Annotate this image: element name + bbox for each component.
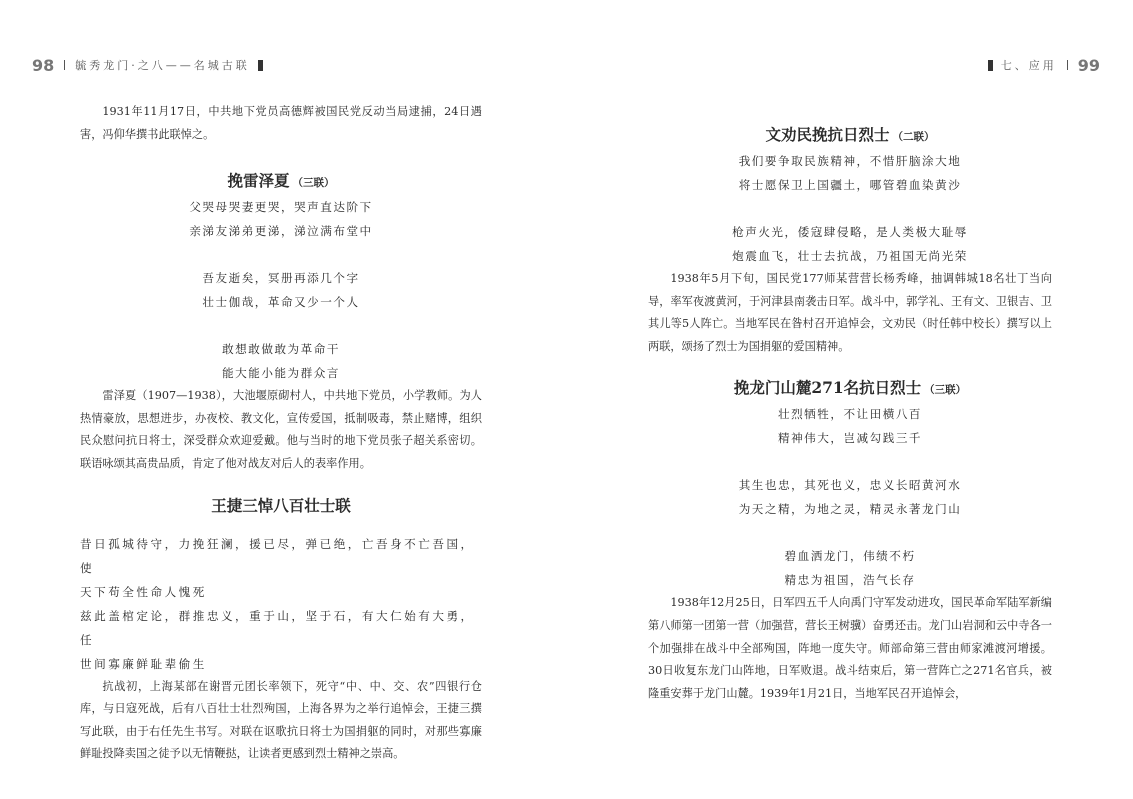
header-divider xyxy=(64,60,65,70)
verse-line: 其生也忠，其死也义，忠义长昭黄河水 xyxy=(738,478,962,493)
header-divider xyxy=(1067,60,1068,70)
verse-line: 枪声火光，倭寇肆侵略，是人类极大耻辱 xyxy=(732,225,968,239)
commentary-paragraph: 雷泽夏（1907—1938），大池堰原砌村人，中共地下党员，小学教师。为人热情豪放，思想进步，办夜校、教文化，宣传爱国，抵制吸毒，禁止赌博，组织民众慰问抗日将士，深受群众欢迎爱戴。他与当时的地下党员张子超关系密切。联语咏颂其高贵品质，肯定了他对战友对后人的表率作用。 xyxy=(80,389,482,470)
right-page xyxy=(566,0,1133,799)
verse-line: 昔日孤城待守，力挽狂澜，援已尽，弹已绝，亡吾身不亡吾国，使 xyxy=(80,536,475,575)
left-page-header xyxy=(32,52,271,78)
couplet-count: （三联） xyxy=(924,384,967,397)
poem-title xyxy=(648,376,1052,402)
verse-line: 亲涕友涕弟更涕，涕泣满布堂中 xyxy=(189,224,373,239)
intro-paragraph: 1931年11月17日，中共地下党员高德辉被国民党反动当局逮捕，24日遇害，冯仰华撰书此联悼之。 xyxy=(80,105,482,141)
left-page xyxy=(0,0,566,799)
verse-line: 吾友逝矣，冥册再添几个字 xyxy=(202,271,360,286)
poem-title-text: 挽龙门山麓271名抗日烈士 xyxy=(733,378,922,398)
verse-line: 碧血洒龙门，伟绩不朽 xyxy=(784,549,916,564)
poem-title-text: 文劝民挽抗日烈士 xyxy=(765,125,890,144)
poem-title xyxy=(80,494,482,518)
poem-title xyxy=(648,123,1052,149)
commentary-paragraph: 1938年5月下旬，国民党177师某营营长杨秀峰，抽调韩城18名壮丁当向导，率军夜渡黄河，于河津县南袭击日军。战斗中，郭学礼、王有文、卫银吉、卫其儿等5人阵亡。当地军民在昝村召开追悼会，文劝民（时任韩中校长）撰写以上两联，颂扬了烈士为国捐躯的爱国精神。 xyxy=(648,272,1052,353)
verse-line: 精神伟大，岂减勾践三千 xyxy=(777,431,923,446)
page-number: 99 xyxy=(1077,55,1100,75)
verse-line: 炮震血飞，壮士去抗战，乃祖国无尚光荣 xyxy=(732,249,968,263)
verse-line: 将士愿保卫上国疆土，哪管碧血染黄沙 xyxy=(738,178,962,192)
commentary-paragraph: 1938年12月25日，日军四五千人向禹门守军发动进攻，国民革命军陆军新编第八师第一团第一营（加强营，营长王树骥）奋勇还击。龙门山岩洞和云中寺各一个加强排在战斗中全部殉国，阵地一度失守。师部命第三营由师家滩渡河增援。30日收复东龙门山阵地，日军败退。战斗结束后，第一营阵亡之271名官兵，被隆重安葬于龙门山麓。1939年1月21日，当地军民召开追悼会， xyxy=(648,596,1052,700)
verse-line: 精忠为祖国，浩气长存 xyxy=(784,573,916,588)
couplet-count: （二联） xyxy=(892,131,935,143)
commentary-paragraph: 抗战初，上海某部在谢晋元团长率领下，死守“中、中、交、农”四银行仓库，与日寇死战，后有八百壮士壮烈殉国，上海各界为之举行追悼会，王捷三撰写此联，由于右任先生书写。对联在讴歌抗日将士为国捐躯的同时，对那些寡廉鲜耻投降卖国之徒予以无情鞭挞，让读者更感到烈士精神之崇高。 xyxy=(80,679,482,761)
verse-line: 我们要争取民族精神，不惜肝脑涂大地 xyxy=(738,154,962,168)
verse-line: 兹此盖棺定论，群推忠义，重于山，坚于石，有大仁始有大勇，任 xyxy=(80,608,475,647)
header-block-mark xyxy=(988,60,993,71)
verse-line: 敢想敢做敢为革命干 xyxy=(222,342,340,357)
verse-line: 能大能小能为群众言 xyxy=(222,366,340,381)
verse-line: 世间寡廉鲜耻辈偷生 xyxy=(80,656,207,671)
poem-title-text: 挽雷泽夏 xyxy=(227,171,290,191)
verse-line: 父哭母哭妻更哭，哭声直达阶下 xyxy=(189,200,373,215)
couplet-count: （三联） xyxy=(292,177,335,190)
right-page-content xyxy=(648,123,1052,705)
running-title: 毓秀龙门·之八——名城古联 xyxy=(75,59,250,72)
running-title: 七、应用 xyxy=(1000,59,1057,72)
verse-line: 天下苟全性命人愧死 xyxy=(80,584,207,599)
verse-line: 为天之精，为地之灵，精灵永著龙门山 xyxy=(738,502,962,517)
page-number: 98 xyxy=(32,55,55,75)
verse-line: 壮烈牺牲，不让田横八百 xyxy=(777,407,923,422)
left-page-content xyxy=(80,101,482,766)
verse-line: 壮士伽哉，革命又少一个人 xyxy=(202,295,360,310)
right-page-header xyxy=(980,52,1100,78)
poem-title-text: 王捷三悼八百壮士联 xyxy=(211,495,351,515)
header-block-mark xyxy=(258,60,263,71)
poem-title xyxy=(80,169,482,195)
